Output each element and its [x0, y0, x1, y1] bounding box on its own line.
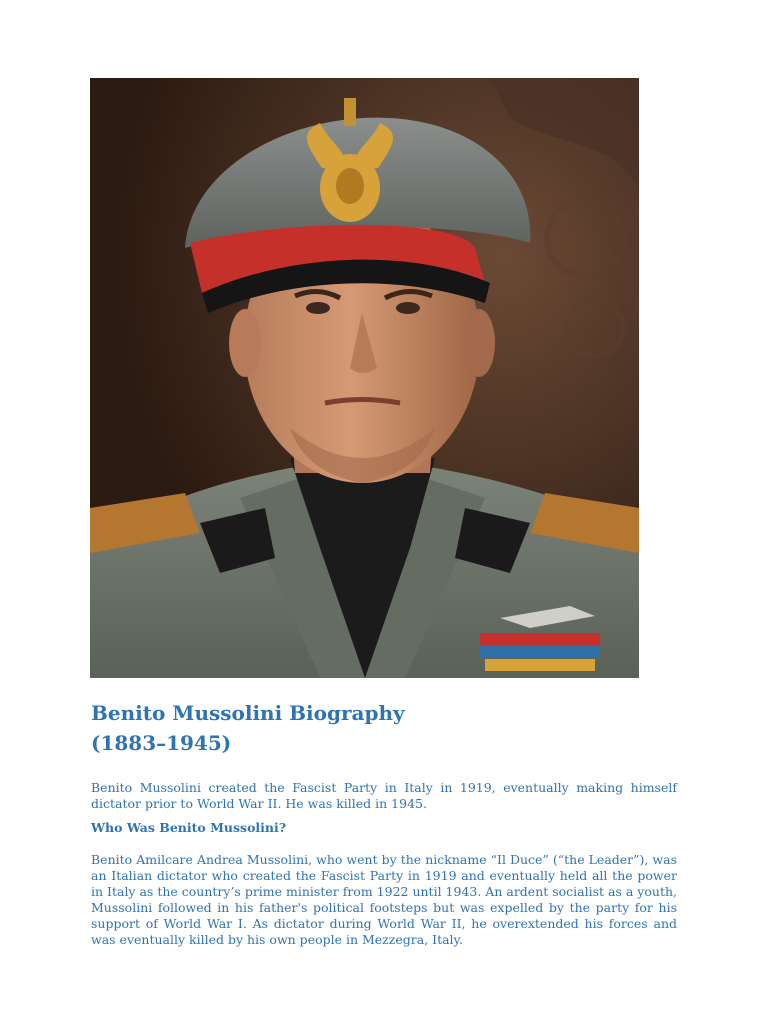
page-title: Benito Mussolini Biography	[91, 701, 405, 725]
portrait-image	[90, 78, 639, 678]
life-years: (1883–1945)	[91, 731, 232, 755]
section-heading: Who Was Benito Mussolini?	[91, 820, 287, 835]
body-paragraph: Benito Amilcare Andrea Mussolini, who went by the nickname “Il Duce” (“the Leader”), was an Italian dictator who created the Fascist Party in 1919 and eventually held all the power in Italy as the country’s prime minister from 1922 until 1943. An ardent socialist as a youth, Mussolini followed in his father's political footsteps but was expelled by the party for his support of World War I. As dictator during World War II, he overextended his forces and was eventually killed by his own people in Mezzegra, Italy.	[91, 852, 677, 947]
intro-paragraph: Benito Mussolini created the Fascist Party in Italy in 1919, eventually making himself dictator prior to World War II. He was killed in 1945.	[91, 780, 677, 811]
